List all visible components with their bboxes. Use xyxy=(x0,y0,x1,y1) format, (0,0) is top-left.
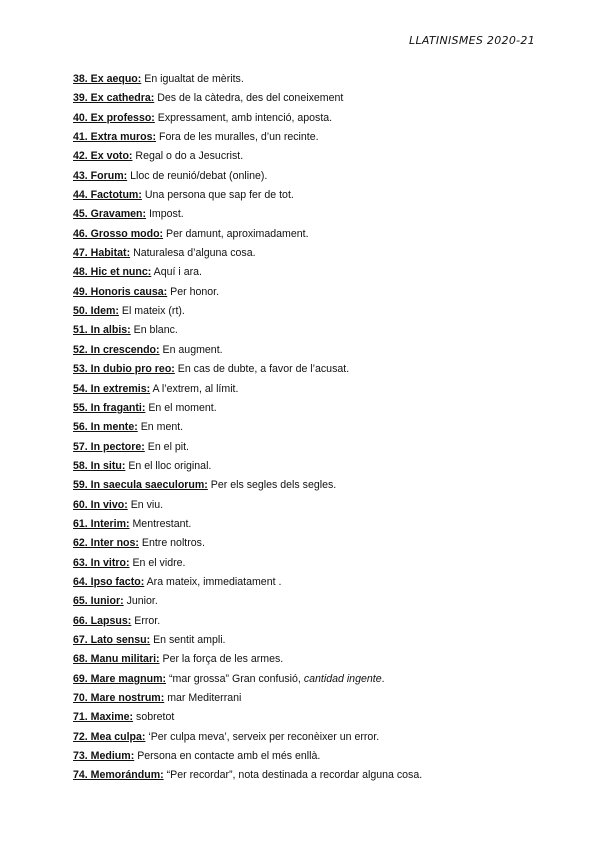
list-item xyxy=(73,515,553,534)
list-item xyxy=(73,302,553,321)
definition-text: En cas de dubte, a favor de l’acusat. xyxy=(177,363,350,376)
definition-text: Entre noltros. xyxy=(141,537,205,550)
definition-text: En augment. xyxy=(162,343,223,356)
definition-text: En igualtat de mèrits. xyxy=(144,73,244,85)
term-label: 64. Ipso facto: xyxy=(73,575,145,588)
term-label: 41. Extra muros: xyxy=(73,131,157,144)
term-label: 65. Iunior: xyxy=(73,595,124,608)
list-item xyxy=(73,554,553,573)
document-header: LLATINISMES 2020-21 xyxy=(409,34,535,47)
list-item xyxy=(73,534,553,553)
term-label: 39. Ex cathedra: xyxy=(73,92,155,105)
definition-text: En el lloc original. xyxy=(128,459,212,472)
definition-text: Expressament, amb intenció, aposta. xyxy=(157,111,333,124)
term-label: 74. Memorándum: xyxy=(73,769,164,782)
definition-text: Una persona que sap fer de tot. xyxy=(144,189,294,202)
list-item xyxy=(73,612,553,631)
definition-text: Error. xyxy=(134,614,161,627)
term-label: 40. Ex professo: xyxy=(73,111,155,124)
list-item xyxy=(73,147,553,166)
list-item xyxy=(73,689,553,708)
list-item xyxy=(73,418,553,437)
term-label: 52. In crescendo: xyxy=(73,343,160,356)
list-item xyxy=(73,70,553,89)
term-label: 49. Honoris causa: xyxy=(73,285,168,298)
definition-text: Junior. xyxy=(126,595,158,608)
term-label: 54. In extremis: xyxy=(73,382,151,395)
term-label: 42. Ex voto: xyxy=(73,150,133,163)
list-item xyxy=(73,380,553,399)
definition-text: Ara mateix, immediatament . xyxy=(146,575,282,588)
list-item xyxy=(73,205,553,224)
term-label: 72. Mea culpa: xyxy=(73,730,146,743)
definition-text: Per honor. xyxy=(170,285,220,298)
list-item xyxy=(73,650,553,669)
term-label: 71. Maxime: xyxy=(73,711,134,724)
list-item xyxy=(73,263,553,282)
list-item xyxy=(73,128,553,147)
list-item xyxy=(73,592,553,611)
list-item xyxy=(73,341,553,360)
definition-text: Mentrestant. xyxy=(132,517,192,530)
definition-text: Impost. xyxy=(148,208,184,221)
definition-text: Naturalesa d’alguna cosa. xyxy=(133,247,256,260)
term-label: 51. In albis: xyxy=(73,324,131,337)
list-item xyxy=(73,283,553,302)
list-item xyxy=(73,438,553,457)
list-item xyxy=(73,321,553,340)
list-item xyxy=(73,167,553,186)
list-item xyxy=(73,496,553,515)
term-label: 70. Mare nostrum: xyxy=(73,692,165,704)
definition-text: En el pit. xyxy=(147,440,190,453)
list-item xyxy=(73,573,553,592)
definition-text: Lloc de reunió/debat (online). xyxy=(130,169,268,182)
term-label: 53. In dubio pro reo: xyxy=(73,363,175,376)
term-label: 66. Lapsus: xyxy=(73,614,132,627)
definition-text: Per la força de les armes. xyxy=(162,653,284,666)
term-label: 57. In pectore: xyxy=(73,440,145,453)
definition-text: Des de la càtedra, des del coneixement xyxy=(157,92,344,105)
list-item xyxy=(73,89,553,108)
term-label: 58. In situ: xyxy=(73,459,126,472)
definition-text: Aquí i ara. xyxy=(153,266,202,279)
definition-text: mar Mediterrani xyxy=(167,692,242,704)
term-label: 56. In mente: xyxy=(73,421,138,434)
term-label: 48. Hic et nunc: xyxy=(73,266,152,279)
term-label: 62. Inter nos: xyxy=(73,537,139,550)
list-item xyxy=(73,244,553,263)
latinisms-list xyxy=(73,70,553,786)
term-label: 38. Ex aequo: xyxy=(73,73,142,85)
list-item xyxy=(73,360,553,379)
definition-text: Fora de les muralles, d’un recinte. xyxy=(158,131,319,144)
list-item xyxy=(73,747,553,766)
term-label: 67. Lato sensu: xyxy=(73,633,151,646)
list-item xyxy=(73,476,553,495)
definition-text: El mateix (rt). xyxy=(121,305,185,318)
term-label: 68. Manu militari: xyxy=(73,653,160,666)
term-label: 55. In fraganti: xyxy=(73,401,146,414)
term-label: 50. Idem: xyxy=(73,305,119,318)
definition-text: En ment. xyxy=(140,421,184,434)
list-item xyxy=(73,109,553,128)
definition-text: En blanc. xyxy=(133,324,178,337)
list-item xyxy=(73,728,553,747)
definition-text: “Per recordar”, nota destinada a recordar alguna cosa. xyxy=(166,769,423,782)
term-label: 44. Factotum: xyxy=(73,189,142,202)
definition-text: Regal o do a Jesucrist. xyxy=(135,150,244,163)
list-item xyxy=(73,186,553,205)
term-label: 73. Medium: xyxy=(73,750,135,763)
definition-text: En sentit ampli. xyxy=(153,633,226,646)
definition-text: En el moment. xyxy=(148,401,217,414)
term-label: 46. Grosso modo: xyxy=(73,227,164,240)
definition-text: Per damunt, aproximadament. xyxy=(166,227,309,240)
term-label: 47. Habitat: xyxy=(73,247,131,260)
term-label: 69. Mare magnum: xyxy=(73,672,167,685)
definition-text: sobretot xyxy=(136,711,175,724)
definition-text: En el vidre. xyxy=(132,556,186,569)
term-label: 60. In vivo: xyxy=(73,498,128,511)
term-label: 63. In vitro: xyxy=(73,556,130,569)
definition-text: En viu. xyxy=(130,498,164,511)
definition-text: Persona en contacte amb el més enllà. xyxy=(137,750,321,763)
list-item xyxy=(73,225,553,244)
definition-text: “mar grossa” Gran confusió, cantidad ingente. xyxy=(168,672,385,685)
definition-text: Per els segles dels segles. xyxy=(210,479,337,492)
list-item xyxy=(73,670,553,689)
term-label: 61. Interim: xyxy=(73,517,130,530)
definition-text: A l’extrem, al límit. xyxy=(152,382,239,395)
term-label: 45. Gravamen: xyxy=(73,208,147,221)
list-item xyxy=(73,708,553,727)
term-label: 43. Forum: xyxy=(73,169,128,182)
list-item xyxy=(73,631,553,650)
list-item xyxy=(73,766,553,785)
list-item xyxy=(73,457,553,476)
term-label: 59. In saecula saeculorum: xyxy=(73,479,208,492)
definition-text: ‘Per culpa meva’, serveix per reconèixer un error. xyxy=(148,730,380,743)
list-item xyxy=(73,399,553,418)
definition-italic: cantidad ingente xyxy=(303,672,382,685)
